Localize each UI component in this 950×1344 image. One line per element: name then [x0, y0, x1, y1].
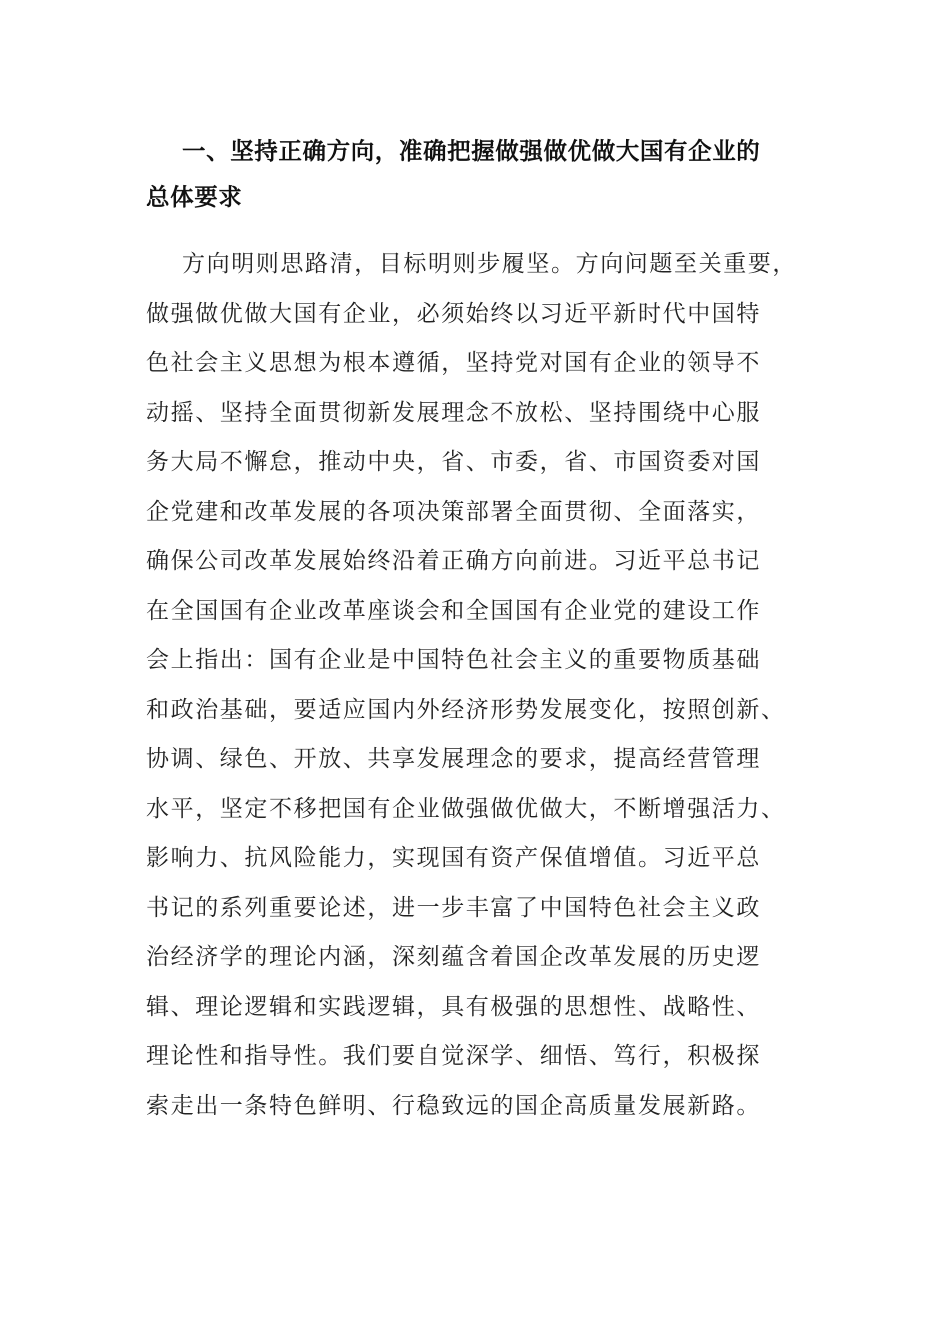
- paragraph-line: 在全国国有企业改革座谈会和全国国有企业党的建设工作: [146, 597, 761, 624]
- paragraph-line: 做强做优做大国有企业，必须始终以习近平新时代中国特: [146, 300, 761, 327]
- paragraph-line: 会上指出：国有企业是中国特色社会主义的重要物质基础: [146, 647, 761, 673]
- paragraph-line: 影响力、抗风险能力，实现国有资产保值增值。习近平总: [146, 845, 761, 871]
- paragraph-line: 务大局不懈怠，推动中央，省、市委，省、市国资委对国: [146, 449, 761, 475]
- paragraph-line: 索走出一条特色鲜明、行稳致远的国企高质量发展新路。: [146, 1092, 761, 1119]
- paragraph-line: 水平，坚定不移把国有企业做强做优做大，不断增强活力、: [146, 795, 786, 822]
- section-heading: [146, 128, 806, 220]
- paragraph-line: 协调、绿色、开放、共享发展理念的要求，提高经营管理: [146, 746, 761, 772]
- paragraph-line: 理论性和指导性。我们要自觉深学、细悟、笃行，积极探: [146, 1043, 761, 1069]
- paragraph-line: 方向明则思路清，目标明则步履坚。方向问题至关重要，: [182, 251, 797, 277]
- paragraph-line: 动摇、坚持全面贯彻新发展理念不放松、坚持围绕中心服: [146, 399, 761, 426]
- paragraph-line: 治经济学的理论内涵，深刻蕴含着国企改革发展的历史逻: [146, 944, 761, 970]
- paragraph-line: 企党建和改革发展的各项决策部署全面贯彻、全面落实，: [146, 498, 761, 525]
- paragraph-line: 色社会主义思想为根本遵循，坚持党对国有企业的领导不: [146, 350, 761, 376]
- section-heading-line: 总体要求: [146, 183, 243, 211]
- body-paragraph: [146, 240, 826, 1131]
- paragraph-line: 和政治基础，要适应国内外经济形势发展变化，按照创新、: [146, 696, 786, 723]
- section-heading-line: 一、坚持正确方向，准确把握做强做优做大国有企业的: [182, 137, 761, 165]
- paragraph-line: 辑、理论逻辑和实践逻辑，具有极强的思想性、战略性、: [146, 993, 761, 1020]
- paragraph-line: 确保公司改革发展始终沿着正确方向前进。习近平总书记: [146, 548, 761, 574]
- paragraph-line: 书记的系列重要论述，进一步丰富了中国特色社会主义政: [146, 894, 761, 921]
